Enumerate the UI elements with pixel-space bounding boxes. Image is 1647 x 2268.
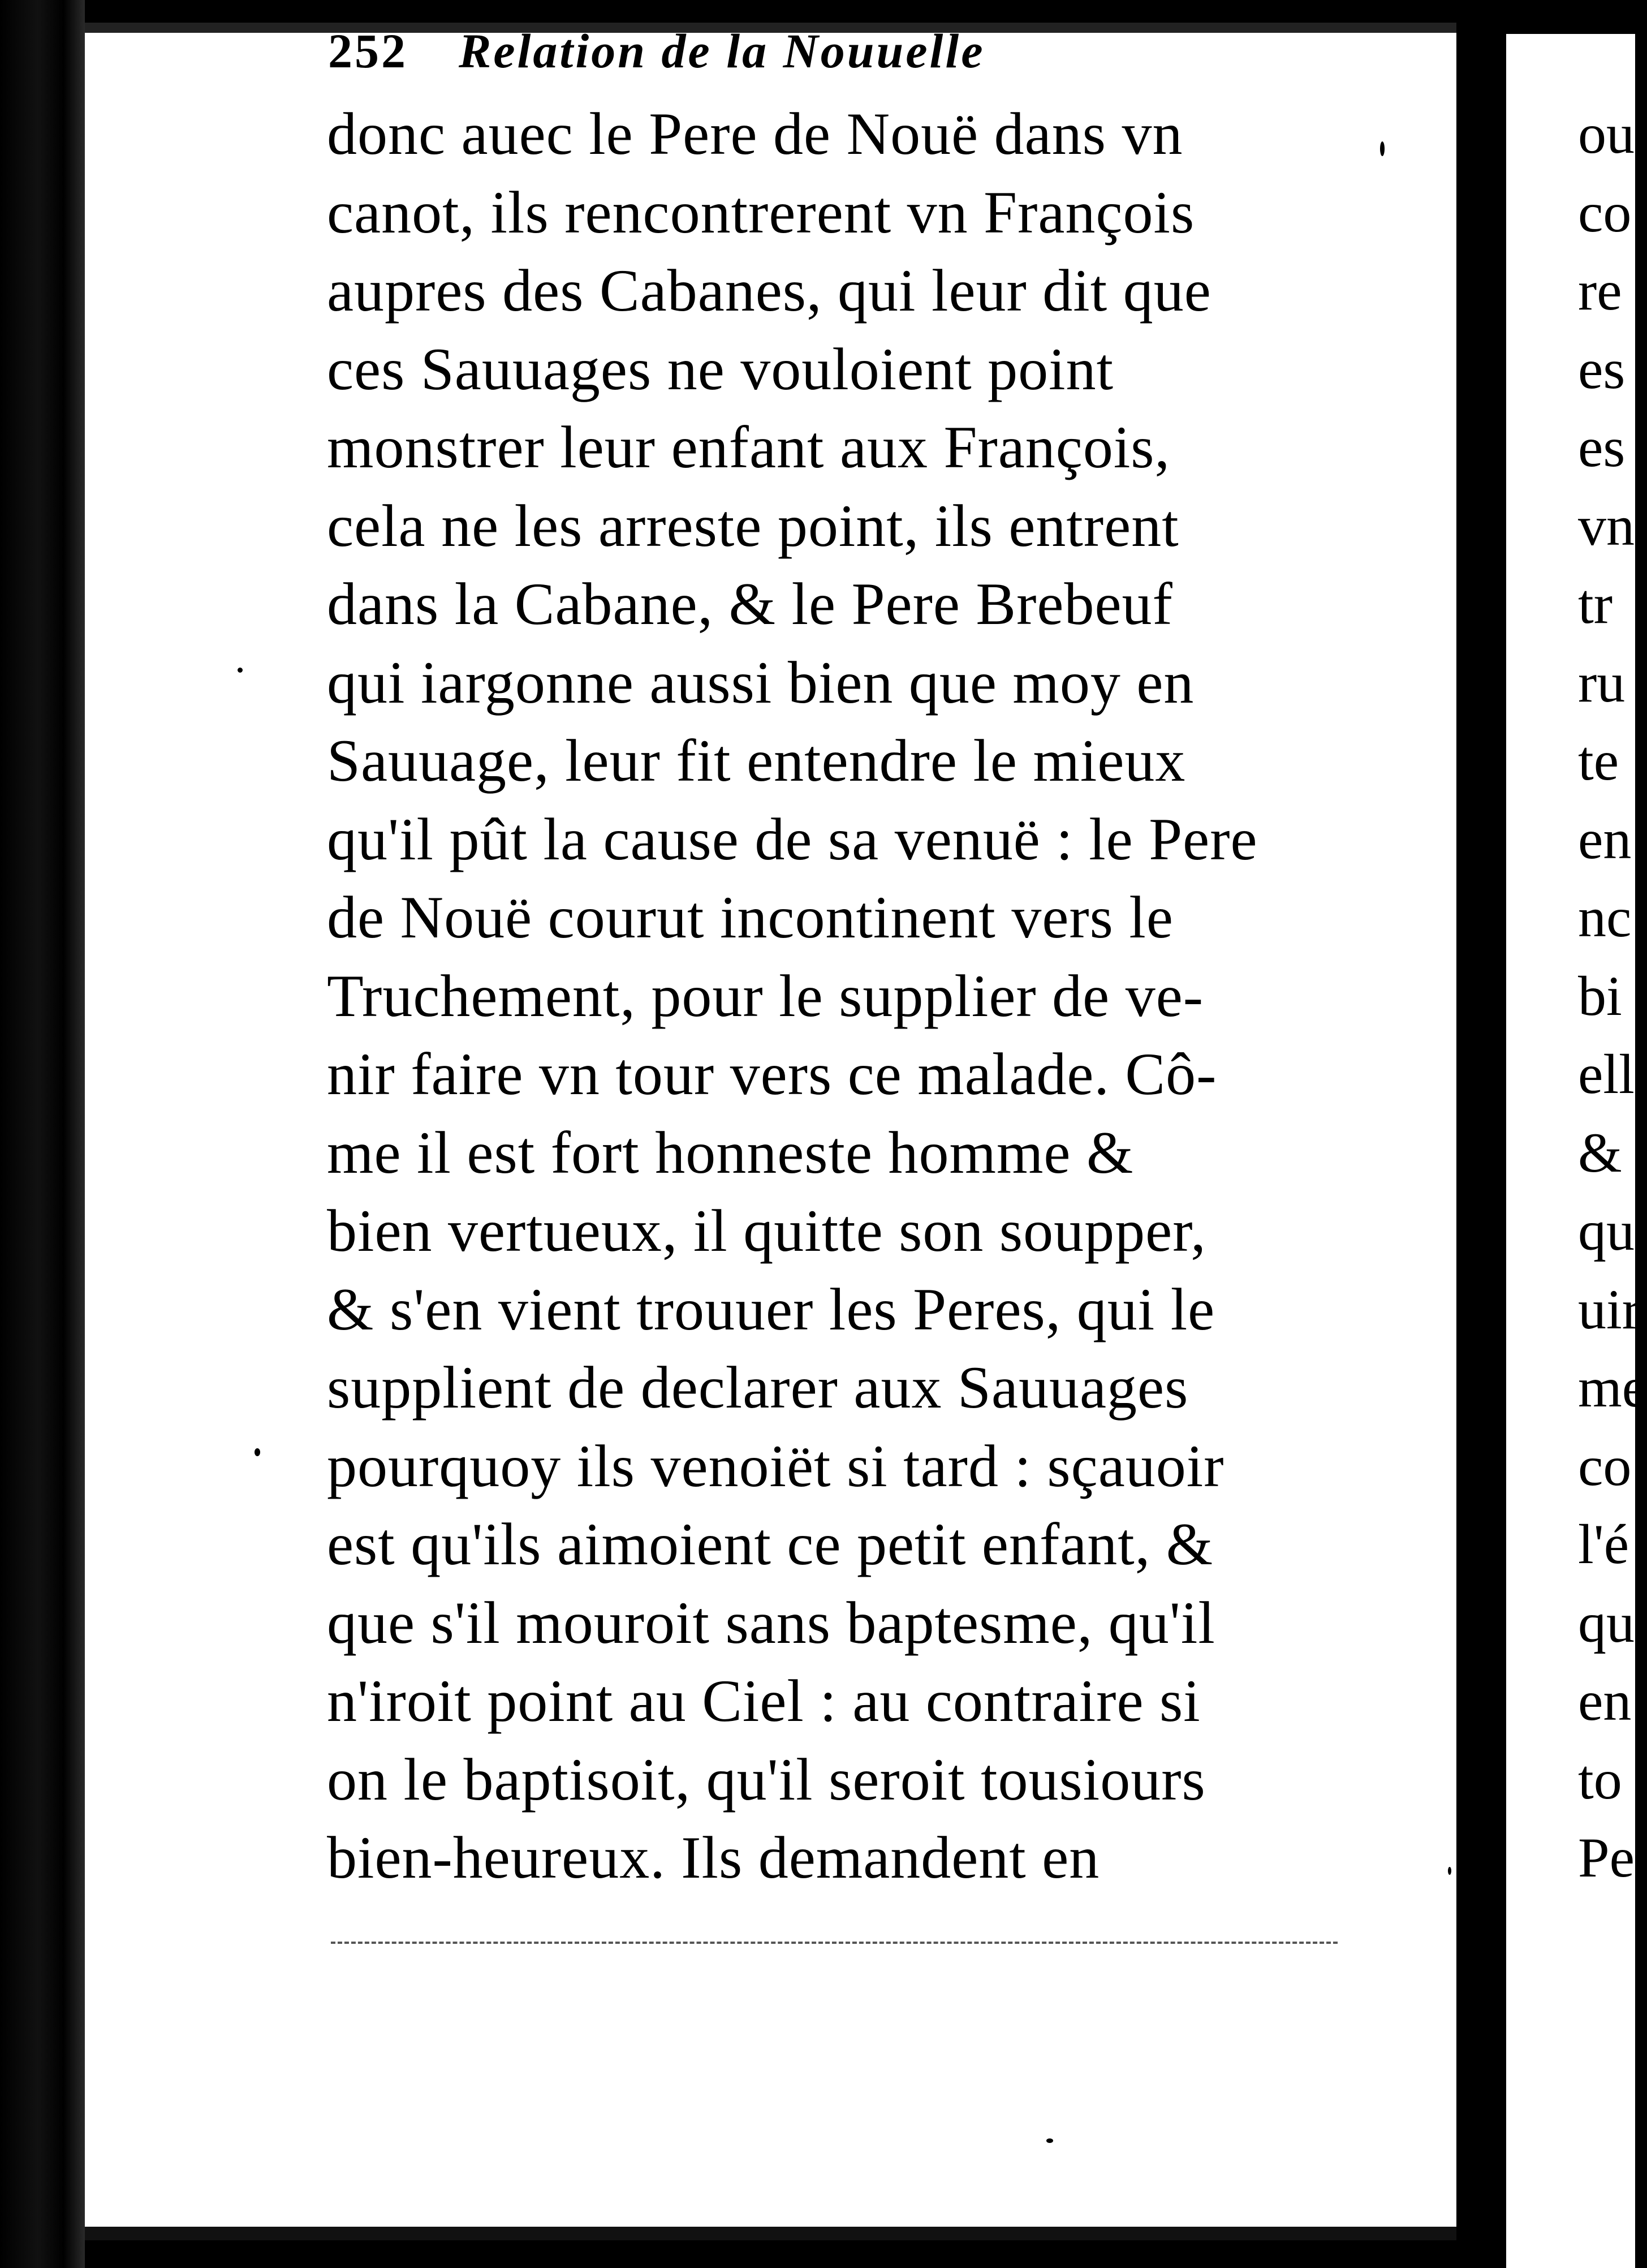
text-line: qui iargonne aussi bien que moy en xyxy=(327,649,1195,716)
text-line: bien vertueux, il quitte son soupper, xyxy=(327,1198,1206,1264)
text-line: canot, ils rencontrerent vn François xyxy=(327,179,1195,246)
text-line: Sauuage, leur fit entendre le mieux xyxy=(327,728,1186,794)
text-line: de Nouë courut incontinent vers le xyxy=(327,884,1174,950)
text-line: monstrer leur enfant aux François, xyxy=(327,414,1171,480)
facing-text-fragment: Pe xyxy=(1578,1826,1635,1889)
facing-text-fragment: nc xyxy=(1578,886,1632,949)
text-line: on le baptisoit, qu'il seroit tousiours xyxy=(327,1746,1206,1813)
facing-text-fragment: en xyxy=(1578,807,1632,871)
text-line: Truchement, pour le supplier de ve- xyxy=(327,962,1204,1029)
facing-text-fragment: uir xyxy=(1578,1277,1641,1341)
text-line: aupres des Cabanes, qui leur dit que xyxy=(327,257,1211,324)
text-line: dans la Cabane, & le Pere Brebeuf xyxy=(327,571,1173,637)
page-number: 252 xyxy=(328,24,408,78)
page-body-text xyxy=(327,95,1345,1897)
scan-speck xyxy=(1046,2138,1053,2143)
page-bottom-rule xyxy=(331,1942,1338,1944)
text-line: & s'en vient trouuer les Peres, qui le xyxy=(327,1276,1215,1342)
text-line: ces Sauuages ne vouloient point xyxy=(327,335,1114,402)
facing-text-fragment: co xyxy=(1578,1434,1632,1497)
facing-text-fragment: bi xyxy=(1578,964,1622,1027)
scan-speck xyxy=(1380,141,1385,156)
left-scan-border xyxy=(0,0,85,2268)
facing-text-fragment: tr xyxy=(1578,573,1613,635)
scan-speck xyxy=(238,668,243,673)
text-line: me il est fort honneste homme & xyxy=(327,1119,1134,1186)
facing-text-fragment: ru xyxy=(1578,651,1626,714)
text-line: qu'il pût la cause de sa venuë : le Pere xyxy=(327,806,1258,872)
text-line: cela ne les arreste point, ils entrent xyxy=(327,492,1179,559)
facing-text-fragment: re xyxy=(1578,259,1622,322)
facing-page-text xyxy=(1578,95,1647,1897)
facing-text-fragment: ou xyxy=(1578,102,1635,165)
facing-text-fragment: qu xyxy=(1578,1591,1635,1654)
facing-text-fragment: ell xyxy=(1578,1043,1635,1105)
scan-speck xyxy=(255,1448,260,1456)
facing-text-fragment: me xyxy=(1578,1356,1647,1419)
text-line: bien-heureux. Ils demandent en xyxy=(327,1824,1100,1891)
scan-speck xyxy=(1448,1867,1451,1875)
facing-text-fragment: es xyxy=(1578,416,1626,479)
text-line: est qu'ils aimoient ce petit enfant, & xyxy=(327,1511,1214,1577)
facing-text-fragment: vn xyxy=(1578,494,1635,557)
text-line: supplient de declarer aux Sauuages xyxy=(327,1354,1189,1421)
facing-text-fragment: es xyxy=(1578,337,1626,401)
facing-text-fragment: l'é xyxy=(1578,1513,1629,1576)
facing-text-fragment: te xyxy=(1578,729,1619,792)
text-line: donc auec le Pere de Nouë dans vn xyxy=(327,101,1183,167)
facing-text-fragment: qu xyxy=(1578,1199,1635,1262)
text-line: n'iroit point au Ciel : au contraire si xyxy=(327,1668,1201,1734)
book-gutter xyxy=(1456,0,1506,2268)
running-header xyxy=(328,17,1176,85)
facing-text-fragment: to xyxy=(1578,1748,1622,1811)
facing-text-fragment: co xyxy=(1578,180,1632,244)
running-title: Relation de la Nouuelle xyxy=(459,24,985,78)
text-line: que s'il mouroit sans baptesme, qu'il xyxy=(327,1589,1215,1656)
text-line: nir faire vn tour vers ce malade. Cô- xyxy=(327,1041,1217,1107)
text-line: pourquoy ils venoiët si tard : sçauoir xyxy=(327,1432,1225,1499)
facing-text-fragment: en xyxy=(1578,1669,1632,1732)
facing-text-fragment: & xyxy=(1578,1121,1622,1184)
